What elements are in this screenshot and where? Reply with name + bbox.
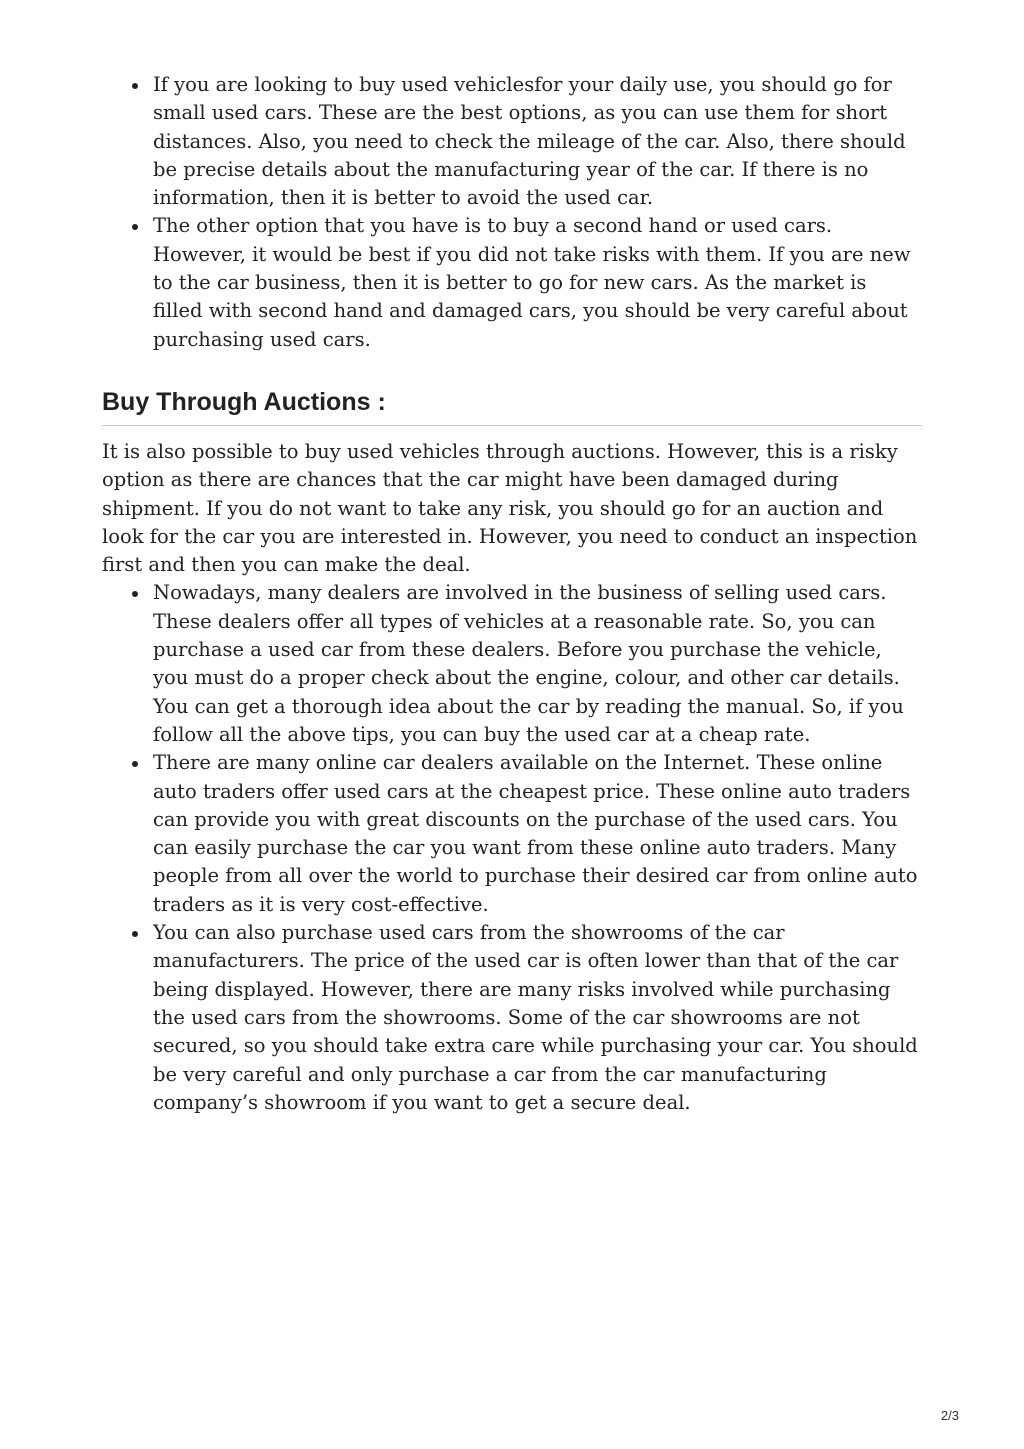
page-number: 2/3 bbox=[940, 1408, 959, 1423]
list-item: There are many online car dealers available on the Internet. These online auto traders offer used cars at the cheapest price. These online auto traders can provide you with great discounts on the purchase of the used cars. You can easily purchase the car you want from these online auto traders. Many people from all over the world to purchase their desired car from online auto traders as it is very cost-effective. bbox=[153, 749, 922, 919]
bullet-list-top bbox=[102, 71, 922, 354]
document-page bbox=[102, 71, 922, 1117]
list-item: You can also purchase used cars from the showrooms of the car manufacturers. The price of the used car is often lower than that of the car being displayed. However, there are many risks involved while purchasing the used cars from the showrooms. Some of the car showrooms are not secured, so you should take extra care while purchasing your car. You should be very careful and only purchase a car from the car manufacturing company’s showroom if you want to get a secure deal. bbox=[153, 919, 922, 1117]
bullet-list-bottom bbox=[102, 579, 922, 1117]
section-paragraph: It is also possible to buy used vehicles through auctions. However, this is a risky option as there are chances that the car might have been damaged during shipment. If you do not want to take any risk, you should go for an auction and look for the car you are interested in. However, you need to conduct an inspection first and then you can make the deal. bbox=[102, 439, 918, 577]
list-item: The other option that you have is to buy a second hand or used cars. However, it would be best if you did not take risks with them. If you are new to the car business, then it is better to go for new cars. As the market is filled with second hand and damaged cars, you should be very careful about purchasing used cars. bbox=[153, 212, 922, 353]
list-item: If you are looking to buy used vehiclesfor your daily use, you should go for small used cars. These are the best options, as you can use them for short distances. Also, you need to check the mileage of the car. Also, there should be precise details about the manufacturing year of the car. If there is no information, then it is better to avoid the used car. bbox=[153, 71, 922, 212]
section-heading: Buy Through Auctions : bbox=[102, 387, 922, 426]
list-item: Nowadays, many dealers are involved in the business of selling used cars. These dealers offer all types of vehicles at a reasonable rate. So, you can purchase a used car from these dealers. Before you purchase the vehicle, you must do a proper check about the engine, colour, and other car details. You can get a thorough idea about the car by reading the manual. So, if you follow all the above tips, you can buy the used car at a cheap rate. bbox=[153, 579, 922, 749]
